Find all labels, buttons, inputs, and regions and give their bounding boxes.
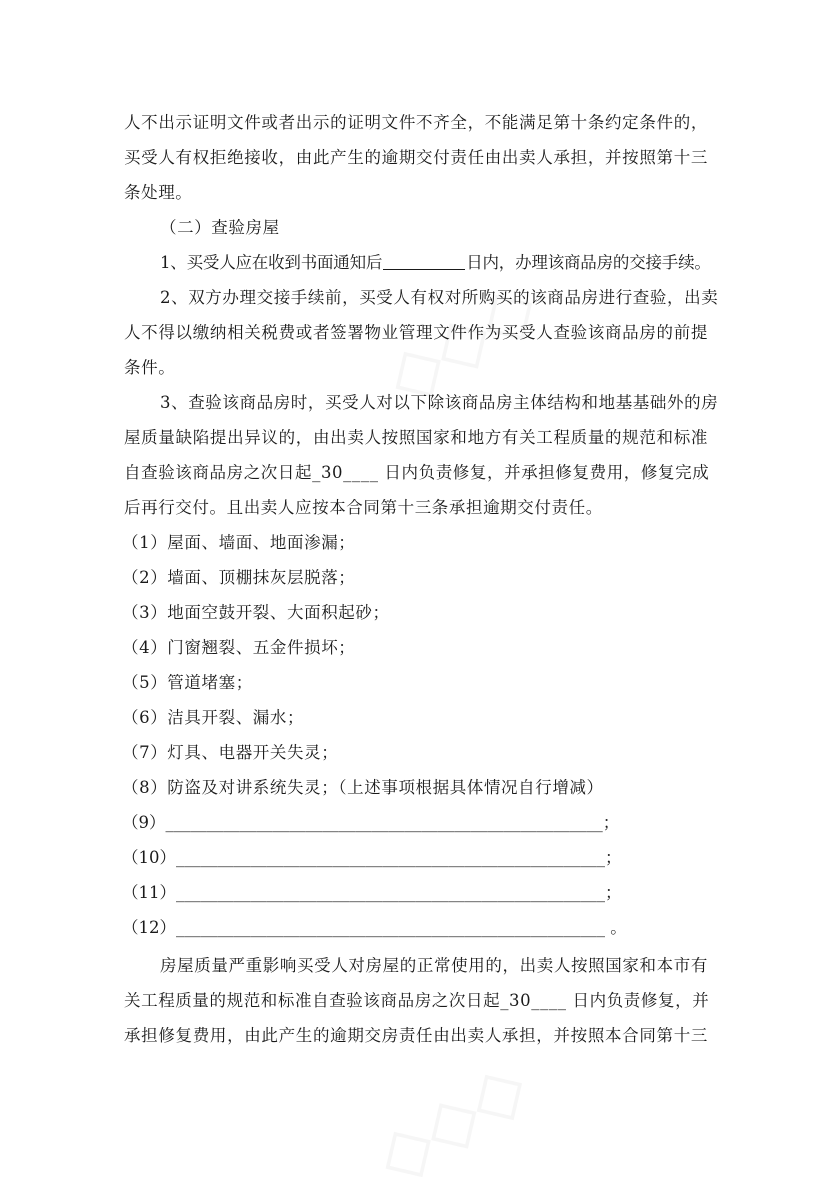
list-item: （7）灯具、电器开关失灵； xyxy=(122,743,339,762)
paragraph-line: 房屋质量严重影响买受人对房屋的正常使用的，出卖人按照国家和本市有 xyxy=(160,956,708,975)
list-item-blank: （12）____________________________________________________ 。 xyxy=(122,918,627,937)
paragraph-line: 3、查验该商品房时，买受人对以下除该商品房主体结构和地基基础外的房 xyxy=(160,393,719,412)
paragraph-line: 后再行交付。且出卖人应按本合同第十三条承担逾期交付责任。 xyxy=(124,498,603,517)
list-item: （2）墙面、顶棚抹灰层脱落； xyxy=(122,568,356,587)
list-item-blank: （9）_____________________________________________________； xyxy=(122,813,620,832)
watermark xyxy=(361,1043,541,1198)
clause-text: 1、买受人应在收到书面通知后 xyxy=(160,253,383,272)
list-item: （6）洁具开裂、漏水； xyxy=(122,708,305,727)
paragraph-line: 承担修复费用，由此产生的逾期交房责任由出卖人承担，并按照本合同第十三 xyxy=(124,1026,708,1045)
list-item: （8）防盗及对讲系统失灵；（上述事项根据具体情况自行增减） xyxy=(122,778,604,797)
list-item: （5）管道堵塞； xyxy=(122,673,253,692)
paragraph-line: 人不出示证明文件或者出示的证明文件不齐全，不能满足第十条约定条件的， xyxy=(124,113,708,132)
list-item: （1）屋面、墙面、地面渗漏； xyxy=(122,533,356,552)
paragraph-line: 自查验该商品房之次日起_30____ 日内负责修复，并承担修复费用，修复完成 xyxy=(124,463,710,482)
paragraph-line: 买受人有权拒绝接收，由此产生的逾期交付责任由出卖人承担，并按照第十三 xyxy=(124,148,708,167)
paragraph-line: 关工程质量的规范和标准自查验该商品房之次日起_30____ 日内负责修复，并 xyxy=(124,991,710,1010)
paragraph-line: 条处理。 xyxy=(124,183,193,202)
list-item: （4）门窗翘裂、五金件损坏； xyxy=(122,638,356,657)
list-item: （3）地面空鼓开裂、大面积起砂； xyxy=(122,603,390,622)
paragraph-line: 人不得以缴纳相关税费或者签署物业管理文件作为买受人查验该商品房的前提 xyxy=(124,323,708,342)
paragraph-line: 2、双方办理交接手续前，买受人有权对所购买的该商品房进行查验，出卖 xyxy=(160,288,719,307)
list-item-blank: （11）____________________________________________________； xyxy=(122,883,622,902)
paragraph-line xyxy=(160,252,711,274)
paragraph-line: 条件。 xyxy=(124,358,176,377)
clause-text: 日内，办理该商品房的交接手续。 xyxy=(466,253,711,272)
blank-underline xyxy=(383,253,465,270)
paragraph-line: 屋质量缺陷提出异议的，由出卖人按照国家和地方有关工程质量的规范和标准 xyxy=(124,428,708,447)
list-item-blank: （10）____________________________________________________； xyxy=(122,848,622,867)
section-heading: （二）查验房屋 xyxy=(160,218,280,237)
